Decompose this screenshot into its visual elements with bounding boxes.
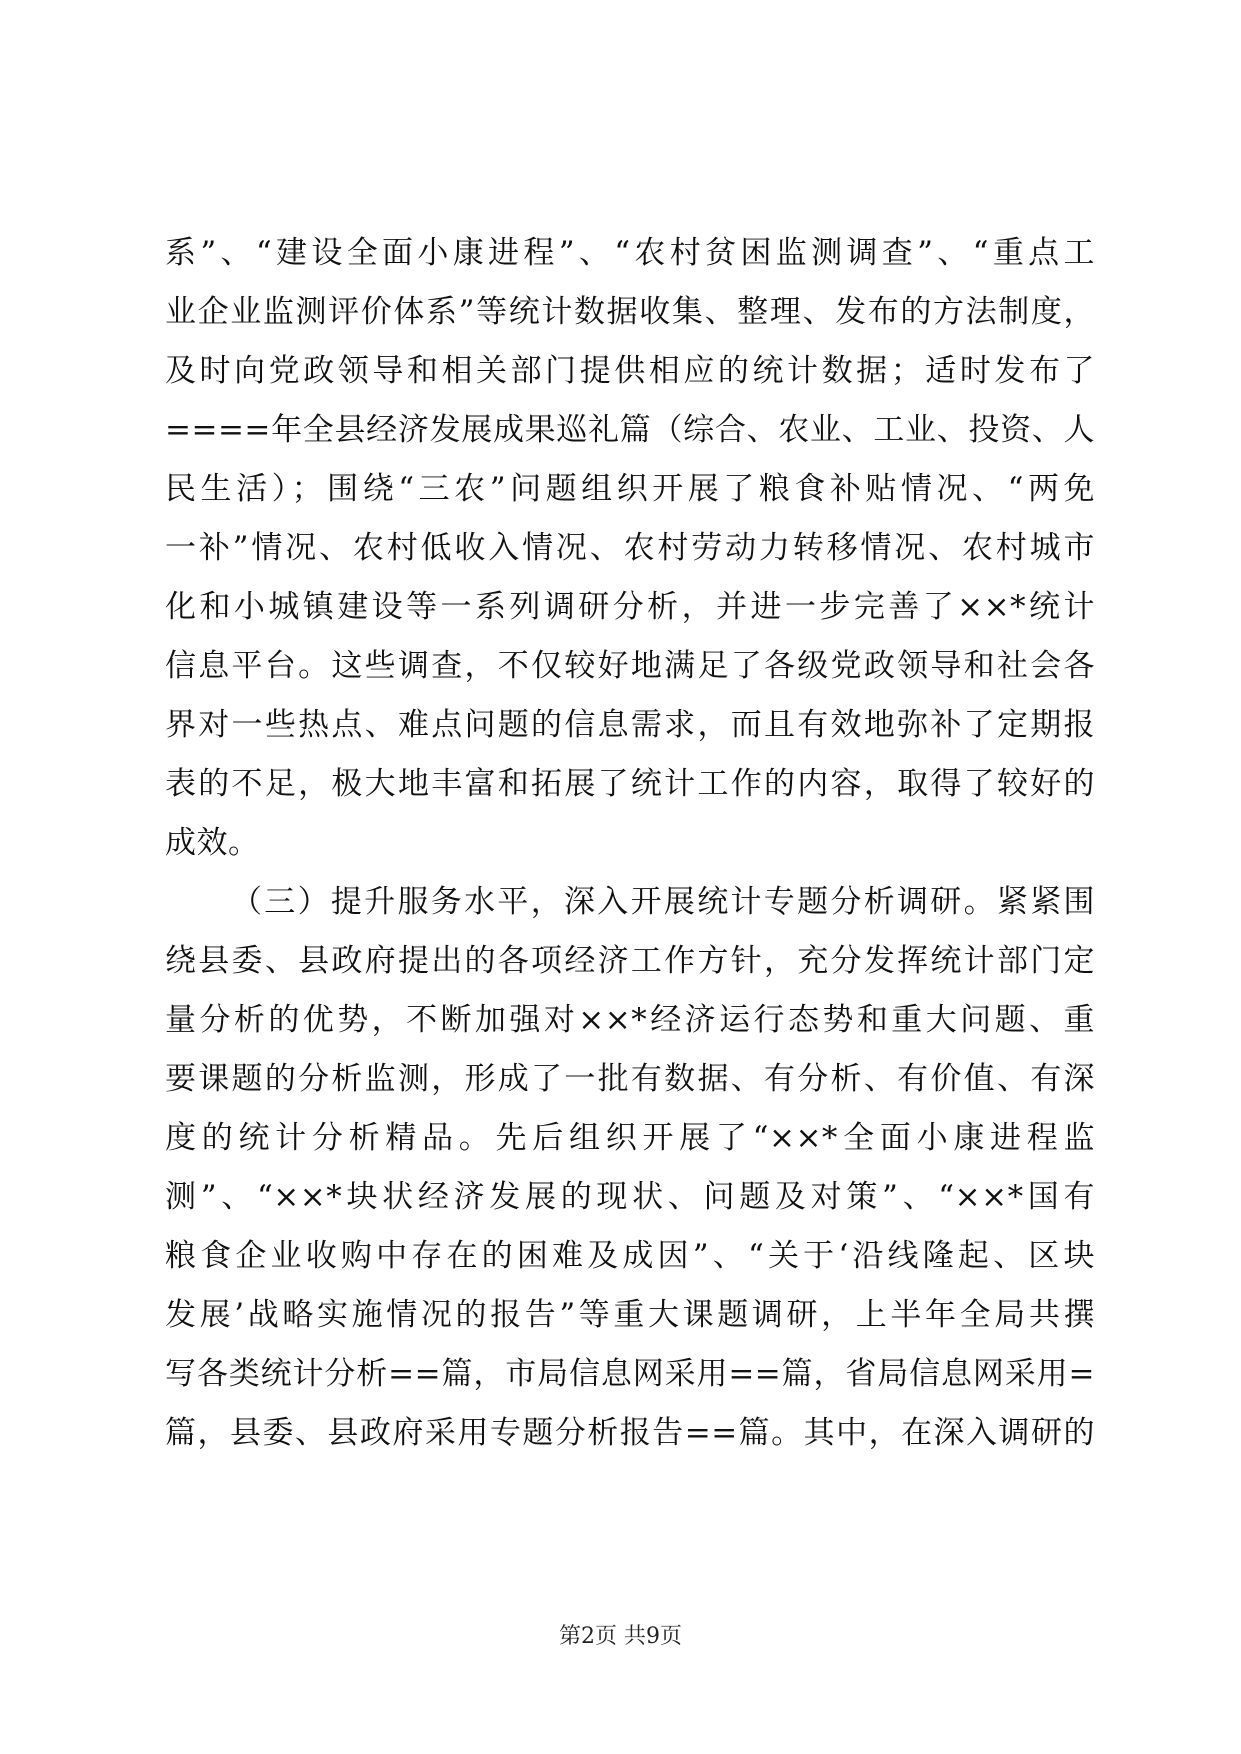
text-line: 量分析的优势，不断加强对××*经济运行态势和重大问题、重 — [165, 1002, 1095, 1038]
text-line: 化和小城镇建设等一系列调研分析，并进一步完善了××*统计 — [165, 589, 1095, 625]
text-line: 民生活）；围绕“三农”问题组织开展了粮食补贴情况、“两免 — [165, 471, 1095, 507]
text-line: 粮食企业收购中存在的困难及成因”、“关于‘沿线隆起、区块 — [165, 1238, 1095, 1274]
document-body — [165, 224, 1095, 1463]
text-line: 业企业监测评价体系”等统计数据收集、整理、发布的方法制度， — [165, 294, 1095, 330]
text-line: 信息平台。这些调查，不仅较好地满足了各级党政领导和社会各 — [165, 648, 1095, 684]
text-line: 要课题的分析监测，形成了一批有数据、有分析、有价值、有深 — [165, 1061, 1095, 1097]
text-line: 成效。 — [165, 825, 260, 861]
page-footer: 第2页 共9页 — [559, 1624, 682, 1649]
text-line: 篇，县委、县政府采用专题分析报告==篇。其中，在深入调研的 — [165, 1415, 1095, 1451]
text-line: 表的不足，极大地丰富和拓展了统计工作的内容，取得了较好的 — [165, 766, 1095, 802]
text-line: 界对一些热点、难点问题的信息需求，而且有效地弥补了定期报 — [165, 707, 1095, 743]
text-line: 度的统计分析精品。先后组织开展了“××*全面小康进程监 — [165, 1120, 1095, 1156]
text-line: 写各类统计分析==篇，市局信息网采用==篇，省局信息网采用= — [165, 1356, 1095, 1392]
text-line: 系”、“建设全面小康进程”、“农村贫困监测调查”、“重点工 — [165, 235, 1095, 271]
text-line: （三）提升服务水平，深入开展统计专题分析调研。紧紧围 — [231, 884, 1095, 920]
text-line: 一补”情况、农村低收入情况、农村劳动力转移情况、农村城市 — [165, 530, 1095, 566]
text-line: 测”、“××*块状经济发展的现状、问题及对策”、“××*国有 — [165, 1179, 1095, 1215]
text-line: ====年全县经济发展成果巡礼篇（综合、农业、工业、投资、人 — [165, 412, 1095, 448]
text-line: 绕县委、县政府提出的各项经济工作方针，充分发挥统计部门定 — [165, 943, 1095, 979]
text-line: 及时向党政领导和相关部门提供相应的统计数据；适时发布了 — [165, 353, 1095, 389]
text-line: 发展’战略实施情况的报告”等重大课题调研，上半年全局共撰 — [165, 1297, 1095, 1333]
